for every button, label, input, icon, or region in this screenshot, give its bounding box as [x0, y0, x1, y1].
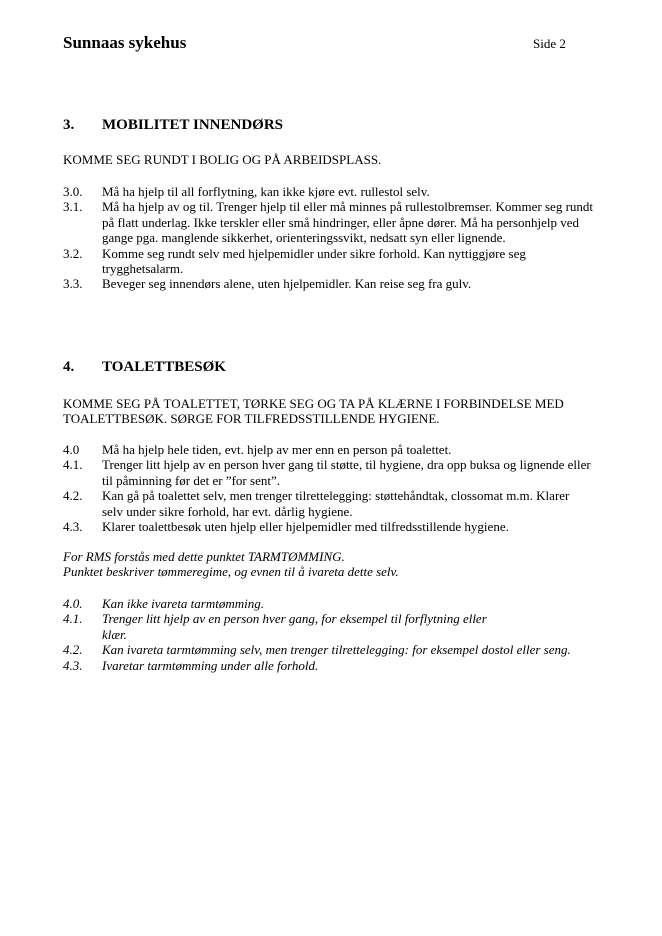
list-item: 4.2. Kan gå på toalettet selv, men trenger tilrettelegging: støttehåndtak, clossomat m.m. Klarer selv under sikre forhold, har evt. dårlig hygiene.: [63, 488, 570, 519]
list-item: 3.3. Beveger seg innendørs alene, uten hjelpemidler. Kan reise seg fra gulv.: [63, 276, 472, 292]
list-item: 4.1. Trenger litt hjelp av en person hver gang til støtte, til hygiene, dra opp buksa og lignende eller til påminning før det er ”for sent”.: [63, 457, 591, 488]
section-3-heading: [63, 118, 593, 133]
header-title: Sunnaas sykehus: [63, 33, 187, 52]
list-item: 3.0. Må ha hjelp til all forflytning, kan ikke kjøre evt. rullestol selv.: [63, 184, 430, 199]
section-4-list: [63, 442, 593, 534]
section-3-title: MOBILITET INNENDØRS: [102, 117, 284, 133]
section-3-intro: KOMME SEG RUNDT I BOLIG OG PÅ ARBEIDSPLASS.: [63, 152, 382, 167]
list-item: 4.0. Kan ikke ivareta tarmtømming.: [63, 596, 264, 611]
list-item: 3.1. Må ha hjelp av og til. Trenger hjelp til eller må minnes på rullestolbremser. Kommer seg rundt på flatt underlag. Ikke terskler eller små hindringer, eller åpne dører. Må ha personhjelp ved gange pga. manglende sikkerhet, orienteringssvikt, nedsatt syn eller lignende.: [63, 199, 594, 246]
list-item: 4.3. Klarer toalettbesøk uten hjelp eller hjelpemidler med tilfredsstillende hygiene.: [63, 519, 509, 535]
list-item: 4.3. Ivaretar tarmtømming under alle forhold.: [63, 657, 319, 673]
rms-note-line-1: For RMS forstås med dette punktet TARMTØMMING.: [63, 549, 345, 564]
list-item: 4.0 Må ha hjelp hele tiden, evt. hjelp av mer enn en person på toalettet.: [63, 442, 452, 457]
list-item: 4.2. Kan ivareta tarmtømming selv, men trenger tilrettelegging: for eksempel dostol eller seng.: [63, 642, 571, 658]
section-3-number: 3.: [63, 117, 75, 133]
section-3-list: [63, 184, 593, 292]
rms-note: [63, 549, 593, 580]
list-item: 4.1. Trenger litt hjelp av en person hver gang, for eksempel til forflytning eller klær.: [63, 611, 487, 642]
section-4-title: TOALETTBESØK: [102, 359, 226, 375]
rms-list: [63, 596, 593, 673]
list-item: 3.2. Komme seg rundt selv med hjelpemidler under sikre forhold. Kan nyttiggjøre seg trygghetsalarm.: [63, 245, 526, 277]
page-number: Side 2: [533, 36, 566, 51]
section-4-number: 4.: [63, 359, 75, 375]
section-4-intro: KOMME SEG PÅ TOALETTET, TØRKE SEG OG TA PÅ KLÆRNE I FORBINDELSE MED TOALETTBESØK. SØRGE FOR TILFREDSSTILLENDE HYGIENE.: [63, 396, 564, 427]
rms-note-line-2: Punktet beskriver tømmeregime, og evnen til å ivareta dette selv.: [63, 564, 399, 580]
section-4-heading: [63, 360, 593, 375]
